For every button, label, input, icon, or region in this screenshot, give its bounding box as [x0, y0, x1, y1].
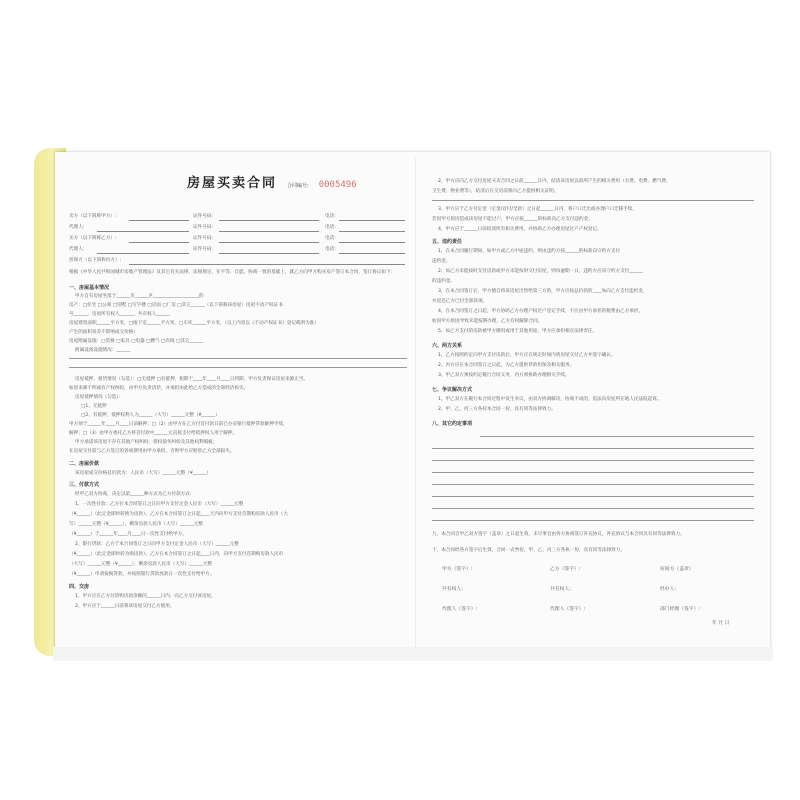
- signature-buyer-coowner: 共有权人:: [550, 587, 571, 592]
- section1-line: 产生的面积误差不影响成交价格）: [69, 330, 138, 335]
- section7-heading: 七、争议解决方式: [432, 387, 473, 393]
- breach-line: 并返还乙方已付全部款项。: [432, 299, 488, 304]
- blank-line: [432, 484, 754, 485]
- section5-heading: 五、违约责任: [432, 239, 463, 245]
- payment-line: 1、一次性付款：乙方在本合同签订之日向甲方支付定金人民币（大写）______元整: [75, 502, 244, 507]
- party-seller-agent: 代理人: 证件号码: 电话:: [67, 225, 409, 234]
- section6-heading: 六、两方关系: [432, 343, 463, 349]
- contract-number: 0005496: [318, 180, 357, 190]
- breach-line: 5、如乙方支付的房款被甲方挪用或用于其他用途，甲方应承担相应法律责任。: [438, 329, 598, 334]
- relation-line: 1、乙方按照约定向甲方支付房款后，甲方应在规定时间内将房屋交付乙方并签字确认。: [438, 353, 616, 358]
- relation-line: 3、甲乙双方须按约定履行合同义务，丙方须协助办理相关手续。: [438, 373, 570, 378]
- payment-line: 经甲乙双方协商，决定以第______种方式为乙方付款方式：: [75, 492, 195, 497]
- blank-line: [432, 508, 754, 509]
- price-line: 该房屋成交价格总价款为：人民币（大写）______元整（¥______）: [75, 471, 212, 476]
- mortgage-line: 解押；□（3）由甲方委托乙方将首付款中______元直接支付给抵押权人用于解押。: [69, 431, 238, 436]
- section1-line: 号______，房屋所有权人______，共有权人______: [69, 312, 171, 317]
- mortgage-line: 房屋抵押、租赁情况（勾选）：□无抵押 □有抵押，租期于____年____月____日到期，甲方负责保证房屋来源正当。: [75, 377, 308, 382]
- section1-line: 房产：□住宅 □公寓 □别墅 □写字楼 □店面 □厂房 □其它______（以下简称该房屋）房屋不动产权证书: [69, 303, 283, 308]
- relation-line: 2、丙方应在本合同签订之日起，为乙方提供贷款担保及相关服务。: [438, 363, 575, 368]
- blank-line: [432, 496, 754, 497]
- contract-sheet: [55, 152, 770, 657]
- handover-line: 1、甲方应在乙方付清购房款余额的______日内，向乙方交付该房屋。: [75, 594, 216, 599]
- section2-heading: 二、房屋价款: [69, 461, 100, 467]
- blank-line: [480, 436, 754, 437]
- breach-line: 1、在本合同履行期间，如甲方或乙方中途违约，则由违约方按______的标准向守约方支付: [438, 249, 621, 254]
- section1-line: 房屋建筑面积______平方米，□地下室______平方米，□车库______平方米，（以上内容以《不动产权证书》登记载明为准）: [69, 321, 319, 326]
- signature-seller-coowner: 共有权人:: [442, 587, 463, 592]
- dispute-line: 2、甲、乙、丙三方各持本合同一份，具有同等法律效力。: [438, 407, 556, 412]
- party-buyer-agent: 代理人: 证件号码: 电话:: [67, 247, 409, 256]
- mortgage-line: 甲方承诺该房屋不存在其他产权纠纷、债权债务纠纷及其他权利瑕疵；: [75, 440, 218, 445]
- sheet-shadow: [53, 647, 773, 661]
- handover-line: 2、甲方应于______日前将该房屋交付乙方使用。: [75, 604, 175, 609]
- breach-line: 如因甲方原因导致未能按期办理，乙方有权解除合同。: [432, 319, 543, 324]
- right-line: 4、甲方应于______日前结清所有相关费用，并协助乙方办理房屋过户产权登记。: [438, 227, 602, 232]
- signature-intermediary: 居间方（盖章）: [660, 567, 694, 572]
- final-clause: 九、本合同自甲乙双方签字（盖章）之日起生效，未尽事宜由各方协商签订补充协议，补充协议与本合同具有同等法律效力。: [432, 532, 685, 537]
- breach-line: 违约金。: [432, 259, 451, 264]
- title-row: [187, 177, 357, 190]
- document-title: 房屋买卖合同: [187, 176, 278, 191]
- blank-line: [432, 520, 754, 521]
- mortgage-line: □2、有抵押，抵押权利人为______（大写）______元整（¥______）: [81, 413, 220, 418]
- signature-seller: 甲方（签字）:: [442, 567, 473, 572]
- payment-line: （¥______）（此定金即时转换为房款）。乙方在本合同签订之日起____天内向甲方支付首期购房款人民币（大: [69, 512, 288, 517]
- mortgage-line: □1、无抵押: [81, 404, 107, 409]
- center-fold: [415, 158, 416, 648]
- contract-number-label: 合同编号:: [287, 183, 309, 189]
- mortgage-line: 甲方须于______年____月____日前解押；□（2）由甲方在乙方付首付款日前已办妥银行抵押贷款解押手续，: [69, 422, 288, 427]
- section1-line: 房屋附属设施：□装修 □家具 □电器 □燃气 □有线 □其它______: [69, 339, 204, 344]
- signature-seller-agent: 代理人（签字）:: [442, 607, 478, 612]
- mortgage-line: 在房屋交付前与乙方签订的各项费用由甲方承担，否则甲方应赔偿乙方全部损失。: [69, 449, 235, 454]
- signature-manager: 部门经理（签字）:: [660, 607, 700, 612]
- signature-handler: 经办人:: [660, 587, 677, 592]
- section8-heading: 八、其它约定事项: [432, 421, 473, 427]
- breach-line: 3、在本合同签订后，甲方擅自将该房屋出售给第三方的，甲方应按总价款的____%向乙方支付违约金，: [438, 289, 648, 294]
- signature-date: 年 月 日: [712, 621, 730, 626]
- right-line: 3、甲方应于乙方付定金（定金/首付/全款）之日起______日内，将户口迁出或办理户口迁移手续，: [438, 207, 637, 212]
- section3-heading: 三、付款方式: [69, 482, 100, 488]
- final-clause: 十、本合同经各方签字后生效，合同一式叁份，甲、乙、丙三方各执一份，具有同等法律效力。: [432, 548, 625, 553]
- blank-line: [432, 472, 754, 473]
- breach-line: 的违约金。: [432, 279, 455, 284]
- payment-line: （¥______）（此定金即时转为购房款）。乙方在本合同签订之日起____日内，向甲方支付首期购房款人民币: [69, 552, 284, 557]
- breach-line: 4、在本合同签订之日起，甲方协助乙方办理产权过户登记手续，不应由甲方承担的税费由乙方承担，: [438, 309, 644, 314]
- blank-line: [432, 460, 754, 461]
- payment-line: （¥______）申请按揭贷款，并按照银行贷款放款日一次性支付给甲方。: [69, 572, 215, 577]
- mortgage-line: 房屋抵押情况（勾选）：: [75, 395, 124, 400]
- right-line: 2、甲方应向乙方交付房屋买卖合同之日前______日内，结清该房屋以前所产生的相关费用（水费、电费、燃气费、: [438, 179, 671, 184]
- blank-line: [432, 200, 754, 201]
- section4-heading: 四、交房: [69, 584, 90, 590]
- party-buyer: 买方（以下简称乙方）: 证件号码: 电话:: [67, 236, 409, 245]
- preamble: 根据《中华人民共和国城市房地产管理法》及其它有关法律、法规规定，在平等、自愿、协商一致的基础上，就乙方向甲方购买房产签订本合同，签订协议如下：: [69, 270, 396, 275]
- payment-line: （¥______）于______年____月____日一次性支付给甲方。: [69, 532, 187, 537]
- section1-heading: 一、房屋基本情况: [69, 285, 110, 291]
- right-line: 若因甲方原因造成该房屋不能过户，甲方应按______的标准向乙方支付违约金。: [432, 217, 593, 222]
- right-line: 卫生费、物业费等），结清后在交房前须向乙方提供相关证明。: [432, 189, 559, 194]
- blank-line: [69, 358, 407, 359]
- breach-line: 2、如乙方未能按时支付房款或甲方未能按时交付房屋，则每逾期一日，违约方应向守约方支付______: [438, 269, 644, 274]
- blank-line: [432, 448, 754, 449]
- party-guarantor: 担保方（以下简称丙方）:: [67, 258, 409, 267]
- signature-buyer-agent: 代理人（签字）:: [550, 607, 586, 612]
- payment-line: 写）______元整（¥______），剩余房款人民币（大写）______元整: [69, 522, 203, 527]
- mortgage-line: 如因来源不明或有产权纠纷，由甲方负责清偿，并承担由此给乙方造成的全部经济损失。: [69, 386, 249, 391]
- signature-buyer: 乙方（签字）:: [550, 567, 581, 572]
- section1-line: 甲方自有房屋坐落于______市______区____________________的: [75, 294, 204, 299]
- payment-line: 2、银行贷款：乙方于本合同签订之日向甲方支付定金人民币（大写）______元整: [75, 542, 239, 547]
- dispute-line: 1、甲乙双方在履行本合同过程中发生争议，由双方协商解决，协商不成的，依法向房屋所在地人民法院起诉。: [438, 397, 662, 402]
- payment-line: （大写）______元整（¥______），剩余房款人民币（大写）______元整: [69, 562, 213, 567]
- blank-line: [69, 367, 407, 368]
- section1-line: 附属设备设施情况：______: [75, 348, 131, 353]
- party-seller: 卖方（以下简称甲方）: 证件号码: 电话:: [67, 214, 409, 223]
